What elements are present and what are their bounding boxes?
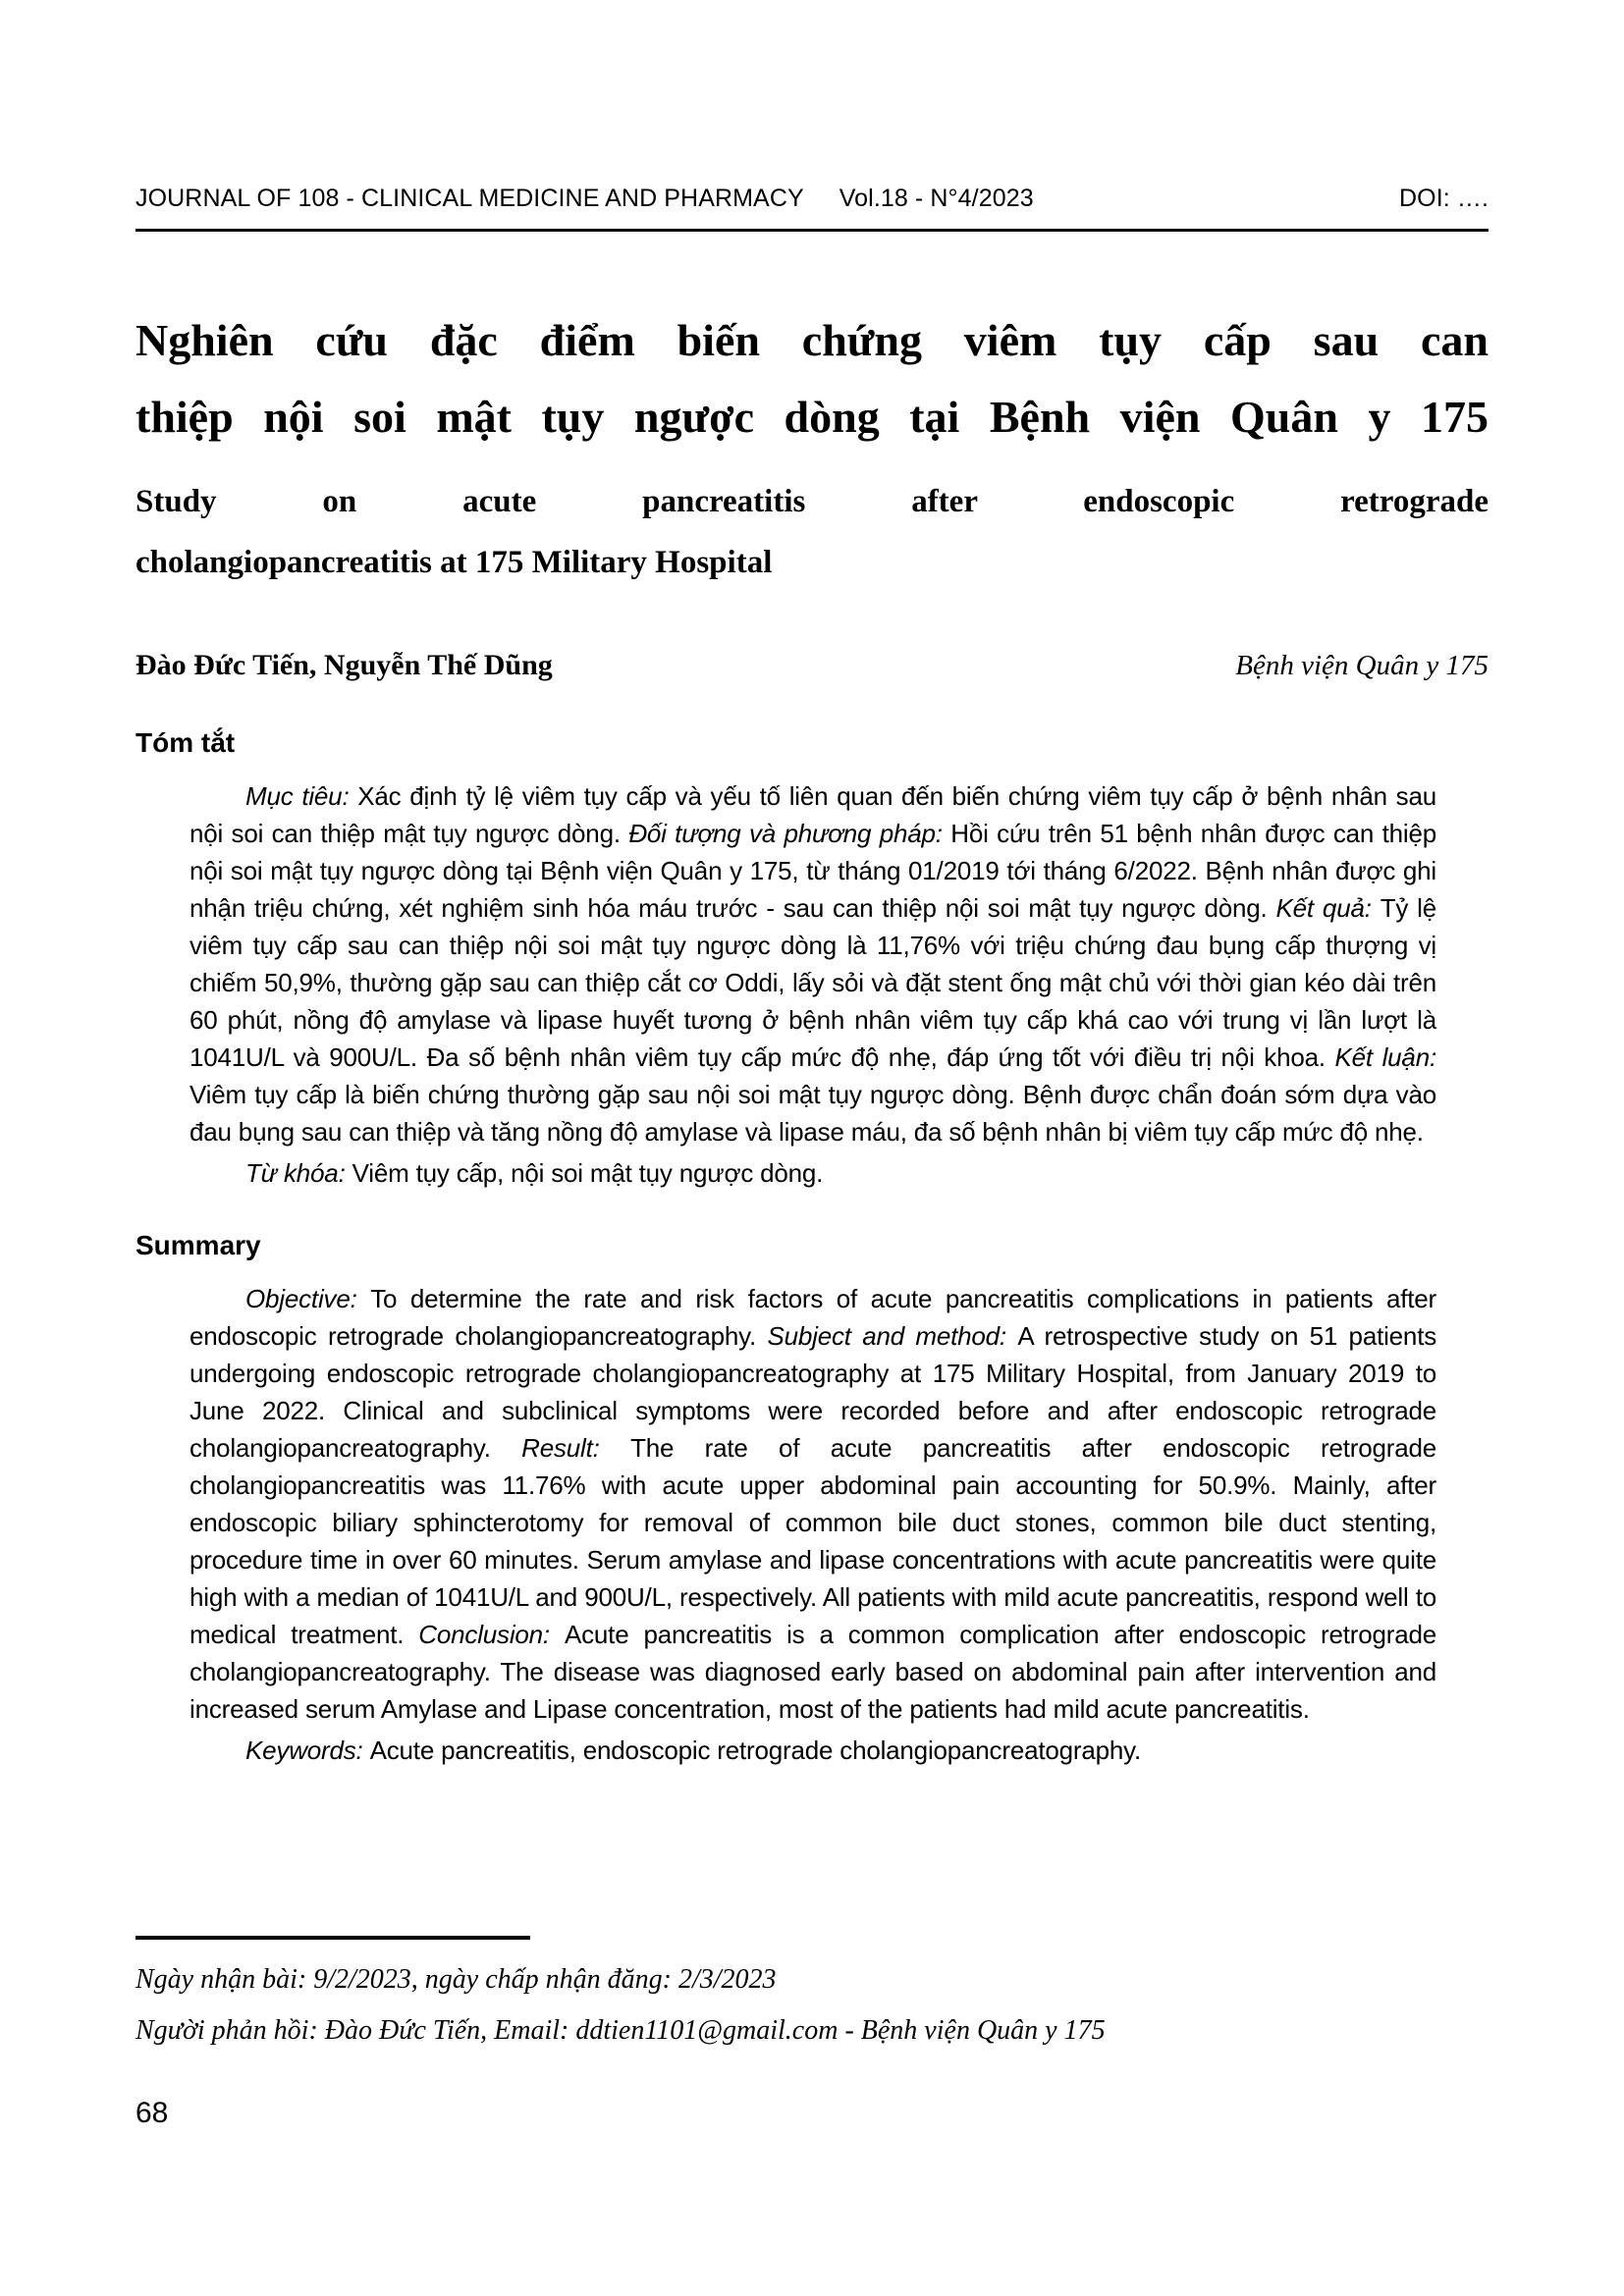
page-header bbox=[135, 0, 1489, 213]
abstract-vi-heading: Tóm tắt bbox=[135, 727, 236, 758]
authors-row bbox=[135, 648, 1489, 683]
footnote-received: Ngày nhận bài: 9/2/2023, ngày chấp nhận đăng: 2/3/2023 bbox=[135, 1964, 777, 1995]
abstract-vi-body: Mục tiêu: Xác định tỷ lệ viêm tụy cấp và yếu tố liên quan đến biến chứng viêm tụy cấp ở bệnh nhân sau nội soi can thiệp mật tụy ngược dòng. Đối tượng và phương pháp: Hồi cứu trên 51 bệnh nhân được can thiệp nội soi mật tụy ngược dòng tại Bệnh viện Quân y 175, từ tháng 01/2019 tới tháng 6/2022. Bệnh nhân được ghi nhận triệu chứng, xét nghiệm sinh hóa máu trước - sau can thiệp nội soi mật tụy ngược dòng. Kết quả: Tỷ lệ viêm tụy cấp sau can thiệp nội soi mật tụy ngược dòng là 11,76% với triệu chứng đau bụng cấp thượng vị chiếm 50,9%, thường gặp sau can thiệp cắt cơ Oddi, lấy sỏi và đặt stent ống mật chủ với thời gian kéo dài trên 60 phút, nồng độ amylase và lipase huyết tương ở bệnh nhân viêm tụy cấp khá cao với trung vị lần lượt là 1041U/L và 900U/L. Đa số bệnh nhân viêm tụy cấp mức độ nhẹ, đáp ứng tốt với điều trị nội khoa. Kết luận: Viêm tụy cấp là biến chứng thường gặp sau nội soi mật tụy ngược dòng. Bệnh được chẩn đoán sớm dựa vào đau bụng sau can thiệp và tăng nồng độ amylase và lipase máu, đa số bệnh nhân bị viêm tụy cấp mức độ nhẹ. bbox=[189, 781, 1437, 1147]
title-en-line-2: cholangiopancreatitis at 175 Military Hospital bbox=[135, 545, 773, 580]
authors: Đào Đức Tiến, Nguyễn Thế Dũng bbox=[135, 649, 553, 681]
page-number: 68 bbox=[135, 2097, 169, 2129]
volume-issue: Vol.18 - N°4/2023 bbox=[839, 185, 1034, 212]
abstract-en-body: Objective: To determine the rate and risk factors of acute pancreatitis complications in patients after endoscopic retrograde cholangiopancreatography. Subject and method: A retrospective study on 51 patients undergoing endoscopic retrograde cholangiopancreatography at 175 Military Hospital, from January 2019 to June 2022. Clinical and subclinical symptoms were recorded before and after endoscopic retrograde cholangiopancreatography. Result: The rate of acute pancreatitis after endoscopic retrograde cholangiopancreatitis was 11.76% with acute upper abdominal pain accounting for 50.9%. Mainly, after endoscopic biliary sphincterotomy for removal of common bile duct stones, common bile duct stenting, procedure time in over 60 minutes. Serum amylase and lipase concentrations with acute pancreatitis were quite high with a median of 1041U/L and 900U/L, respectively. All patients with mild acute pancreatitis, respond well to medical treatment. Conclusion: Acute pancreatitis is a common complication after endoscopic retrograde cholangiopancreatography. The disease was diagnosed early based on abdominal pain after intervention and increased serum Amylase and Lipase concentration, most of the patients had mild acute pancreatitis. bbox=[189, 1284, 1437, 1724]
article-title-vi bbox=[135, 302, 1489, 455]
title-en-line-1: Study on acute pancreatitis after endoscopic retrograde bbox=[135, 484, 1489, 519]
article-title-en bbox=[135, 471, 1489, 593]
abstract-en-heading: Summary bbox=[135, 1230, 261, 1260]
abstract-vi-keywords: Từ khóa: Viêm tụy cấp, nội soi mật tụy ngược dòng. bbox=[245, 1158, 824, 1188]
footnote-rule bbox=[135, 1936, 530, 1940]
title-vi-line-1: Nghiên cứu đặc điểm biến chứng viêm tụy cấp sau can bbox=[135, 315, 1489, 365]
title-vi-line-2: thiệp nội soi mật tụy ngược dòng tại Bệnh viện Quân y 175 bbox=[135, 392, 1489, 442]
footnote-area bbox=[135, 1936, 1489, 2130]
journal-name: JOURNAL OF 108 - CLINICAL MEDICINE AND PHARMACY bbox=[135, 185, 804, 212]
affiliation: Bệnh viện Quân y 175 bbox=[1235, 650, 1489, 681]
abstract-en-keywords: Keywords: Acute pancreatitis, endoscopic retrograde cholangiopancreatography. bbox=[245, 1735, 1142, 1765]
footnote-correspondence: Người phản hồi: Đào Đức Tiến, Email: ddtien1101@gmail.com - Bệnh viện Quân y 175 bbox=[135, 2015, 1106, 2046]
header-left bbox=[135, 185, 1034, 213]
doi-label: DOI: …. bbox=[1399, 185, 1489, 212]
header-rule bbox=[135, 229, 1489, 232]
